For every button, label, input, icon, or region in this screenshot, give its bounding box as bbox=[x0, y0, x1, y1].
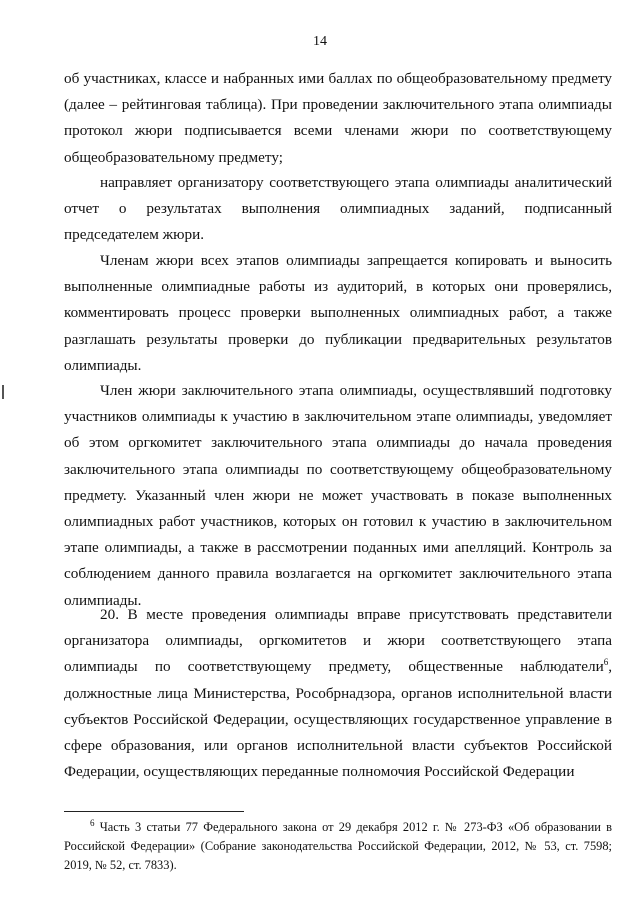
footnote-text: Часть 3 статьи 77 Федерального закона от 29 декабря 2012 г. № 273-ФЗ «Об образовании в Российской Федерации» (Собрание законодательства Российской Федерации, 2012, № 53, ст. 7598; 2019, № 52, ст. 7833). bbox=[64, 820, 612, 872]
footnote-number: 6 bbox=[90, 817, 95, 828]
scan-margin-mark bbox=[2, 385, 4, 399]
paragraph-jury-prohibitions: Членам жюри всех этапов олимпиады запрещается копировать и выносить выполненные олимпиадные работы из аудиторий, в которых они проверялись, комментировать процесс проверки выполненных олимпиадных работ, а также разглашать результаты проверки до публикации предварительных результатов олимпиады. bbox=[64, 252, 612, 374]
paragraph-analytic-report: направляет организатору соответствующего этапа олимпиады аналитический отчет о результатах выполнения олимпиадных заданий, подписанный председателем жюри. bbox=[64, 174, 612, 244]
paragraph-20-text-end: , должностные лица Министерства, Рособрнадзора, органов исполнительной власти субъектов Российской Федерации, осуществляющих государственное управление в сфере образования, или органов исполнительной власти субъектов Российской Федерации, осуществляющих переданные полномочия Российской Федерации bbox=[64, 658, 612, 781]
paragraph-20-attendance bbox=[64, 602, 612, 785]
paragraph-continuation: об участниках, классе и набранных ими баллах по общеобразовательному предмету (далее – рейтинговая таблица). При проведении заключительного этапа олимпиады протокол жюри подписывается всеми членами жюри по соответствующему общеобразовательному предмету; bbox=[64, 70, 612, 166]
footnote-reference[interactable]: 6 bbox=[603, 657, 609, 668]
footnote-divider bbox=[64, 811, 244, 812]
footnote bbox=[64, 818, 612, 875]
page-number: 14 bbox=[313, 34, 327, 49]
paragraph-20-text-start: 20. В месте проведения олимпиады вправе присутствовать представители организатора олимпиады, оргкомитетов и жюри соответствующего этапа олимпиады по соответствующему предмету, общественные наблюдатели bbox=[64, 606, 612, 676]
paragraph-jury-member-notice: Член жюри заключительного этапа олимпиады, осуществлявший подготовку участников олимпиады к участию в заключительном этапе олимпиады, уведомляет об этом оргкомитет заключительного этапа олимпиады до начала проведения заключительного этапа олимпиады по соответствующему общеобразовательному предмету. Указанный член жюри не может участвовать в показе выполненных олимпиадных работ участников, которых он готовил к участию в заключительном этапе олимпиады, а также в рассмотрении поданных ими апелляций. Контроль за соблюдением данного правила возлагается на оргкомитет заключительного этапа олимпиады. bbox=[64, 382, 612, 609]
